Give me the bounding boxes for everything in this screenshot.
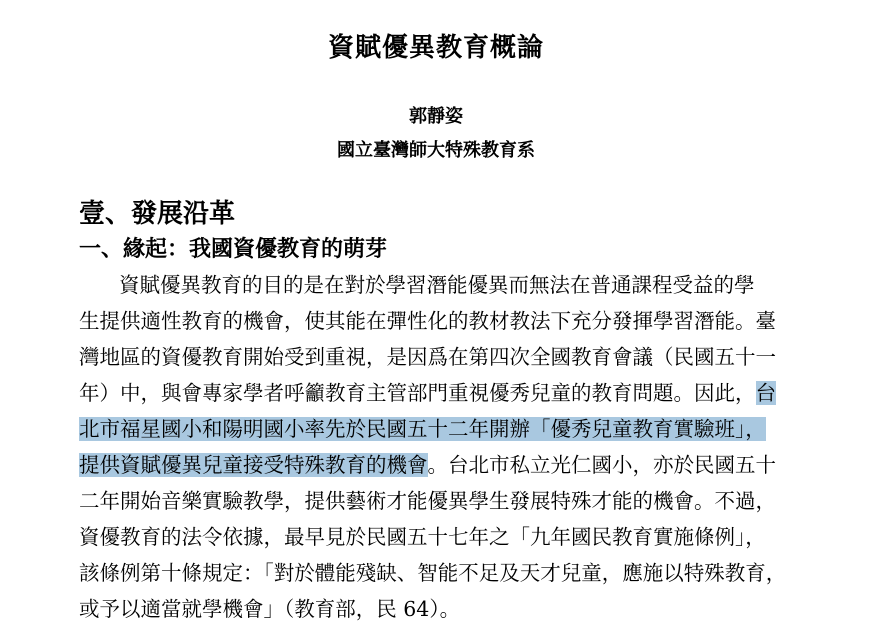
highlighted-text[interactable]: 台: [755, 381, 776, 405]
line-text: 。台北市私立光仁國小，亦於民國五十: [427, 453, 776, 477]
paragraph-line: [79, 375, 819, 411]
paragraph-line: [79, 411, 819, 447]
line-text: 資賦優異教育的目的是在對於學習潛能優異而無法在普通課程受益的學: [119, 273, 755, 297]
body-paragraph: [79, 267, 819, 627]
section-heading: 壹、發展沿革: [79, 199, 236, 229]
highlighted-text[interactable]: 提供資賦優異兒童接受特殊教育的機會: [79, 453, 428, 477]
paragraph-line: [79, 555, 819, 591]
document-title: 資賦優異教育概論: [327, 33, 544, 63]
line-text: 資優教育的法令依據，最早見於民國五十七年之「九年國民教育實施條例」，: [79, 525, 766, 549]
line-text: 或予以適當就學機會」（教育部，民 64）。: [79, 597, 461, 621]
line-text: 二年開始音樂實驗教學，提供藝術才能優異學生發展特殊才能的機會。不過，: [79, 489, 776, 513]
paragraph-line: [79, 303, 819, 339]
author-name: 郭靜姿: [409, 106, 463, 127]
paragraph-line: [79, 483, 819, 519]
paragraph-line: [79, 519, 819, 555]
paragraph-line: [79, 591, 819, 627]
paragraph-line: [79, 339, 819, 375]
line-text: 生提供適性教育的機會，使其能在彈性化的教材教法下充分發揮學習潛能。臺: [79, 309, 776, 333]
paragraph-line: [79, 447, 819, 483]
sub-heading: 一、緣起：我國資優教育的萌芽: [79, 236, 388, 262]
line-text: 灣地區的資優教育開始受到重視，是因爲在第四次全國教育會議（民國五十一: [79, 345, 776, 369]
paragraph-line: [79, 267, 819, 303]
author-affiliation: 國立臺灣師大特殊教育系: [337, 140, 535, 161]
line-text: 該條例第十條規定：「對於體能殘缺、智能不足及天才兒童，應施以特殊教育，: [79, 561, 787, 585]
line-text: 年）中，與會專家學者呼籲教育主管部門重視優秀兒童的教育問題。因此，: [79, 381, 756, 405]
highlighted-text[interactable]: 北市福星國小和陽明國小率先於民國五十二年開辦「優秀兒童教育實驗班」，: [79, 417, 766, 441]
